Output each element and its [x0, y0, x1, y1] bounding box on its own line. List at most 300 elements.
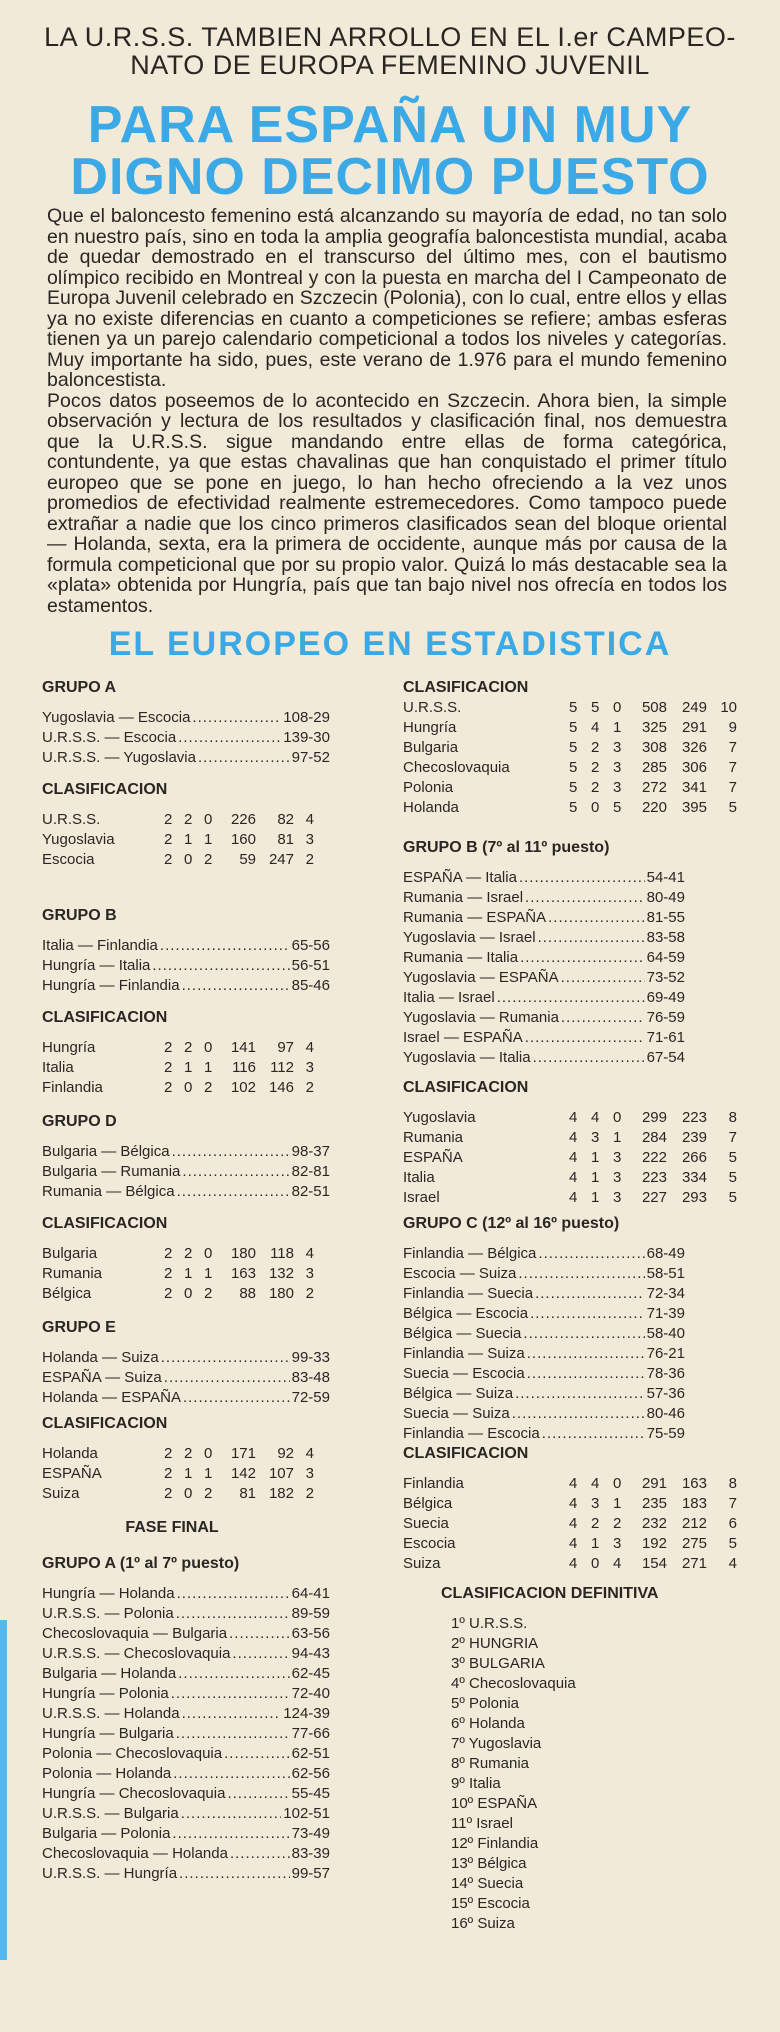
points-against: 271 — [681, 1555, 707, 1572]
result-row — [42, 1624, 330, 1644]
match-score: 83-58 — [646, 929, 685, 946]
points-against: 182 — [268, 1485, 294, 1502]
match-teams: U.R.S.S. — Polonia — [42, 1605, 174, 1622]
played: 4 — [569, 1149, 578, 1166]
spacer — [42, 1304, 372, 1318]
result-row — [42, 1824, 330, 1844]
team-name: Escocia — [42, 851, 95, 868]
points-for: 171 — [230, 1445, 256, 1462]
points-against: 146 — [268, 1079, 294, 1096]
spacer — [42, 768, 372, 780]
result-row — [403, 1244, 685, 1264]
spacer — [42, 1538, 372, 1554]
lost: 1 — [204, 1465, 213, 1482]
won: 0 — [591, 799, 600, 816]
match-teams: U.R.S.S. — Holanda — [42, 1705, 180, 1722]
result-row — [403, 1404, 685, 1424]
points-against: 249 — [681, 699, 707, 716]
final-ranking-item: 11º Israel — [451, 1815, 513, 1832]
standings-row — [42, 1484, 372, 1504]
dot-leader — [227, 1784, 289, 1804]
points-against: 334 — [681, 1169, 707, 1186]
played: 4 — [569, 1535, 578, 1552]
match-score: 72-59 — [291, 1389, 330, 1406]
match-teams: Finlandia — Escocia — [403, 1425, 540, 1442]
lost: 3 — [613, 739, 622, 756]
dot-leader — [160, 936, 290, 956]
match-score: 94-43 — [291, 1645, 330, 1662]
team-name: Bélgica — [403, 1495, 453, 1512]
standings-row — [42, 1078, 372, 1098]
spacer — [42, 1132, 372, 1142]
match-score: 58-40 — [646, 1325, 685, 1342]
match-score: 108-29 — [283, 709, 330, 726]
won: 0 — [184, 851, 193, 868]
result-row — [403, 988, 685, 1008]
points-against: 163 — [681, 1475, 707, 1492]
match-teams: Yugoslavia — Israel — [403, 929, 536, 946]
result-row — [42, 1162, 330, 1182]
points-for: 223 — [641, 1169, 667, 1186]
clasificacion-heading: CLASIFICACION — [403, 1445, 529, 1462]
grupo-c-12-16-heading: GRUPO C (12º al 16º puesto) — [403, 1215, 620, 1232]
won: 2 — [591, 759, 600, 776]
won: 1 — [184, 1465, 193, 1482]
lost: 3 — [613, 1149, 622, 1166]
standings-row — [403, 798, 743, 818]
fase-final-heading: FASE FINAL — [125, 1519, 219, 1536]
match-score: 64-59 — [646, 949, 685, 966]
match-teams: U.R.S.S. — Yugoslavia — [42, 749, 196, 766]
result-row — [42, 748, 330, 768]
match-teams: Bulgaria — Bélgica — [42, 1143, 170, 1160]
match-score: 68-49 — [646, 1245, 685, 1262]
grupo-b-heading: GRUPO B — [42, 907, 117, 924]
points-against: 266 — [681, 1149, 707, 1166]
team-name: Checoslovaquia — [403, 759, 510, 776]
dot-leader — [515, 1384, 645, 1404]
match-teams: Finlandia — Suiza — [403, 1345, 525, 1362]
match-score: 73-49 — [291, 1825, 330, 1842]
team-name: Italia — [403, 1169, 435, 1186]
final-ranking-item: 16º Suiza — [451, 1915, 515, 1932]
result-row — [42, 1804, 330, 1824]
result-row — [42, 728, 330, 748]
result-row — [403, 1028, 685, 1048]
points: 7 — [728, 779, 737, 796]
standings-row — [42, 810, 372, 830]
won: 4 — [591, 719, 600, 736]
team-name: Israel — [403, 1189, 440, 1206]
final-ranking-item: 4º Checoslovaquia — [451, 1675, 576, 1692]
match-score: 71-61 — [646, 1029, 685, 1046]
standings-row — [403, 1534, 743, 1554]
match-score: 62-45 — [291, 1665, 330, 1682]
match-score: 82-81 — [291, 1163, 330, 1180]
right-column — [403, 678, 743, 1934]
match-teams: Holanda — ESPAÑA — [42, 1389, 181, 1406]
lost: 2 — [204, 851, 213, 868]
lost: 0 — [204, 1445, 213, 1462]
match-score: 63-56 — [291, 1625, 330, 1642]
won: 1 — [591, 1535, 600, 1552]
match-teams: U.R.S.S. — Bulgaria — [42, 1805, 179, 1822]
spacer — [42, 1434, 372, 1444]
dot-leader — [177, 1584, 290, 1604]
match-score: 72-34 — [646, 1285, 685, 1302]
match-score: 78-36 — [646, 1365, 685, 1382]
dot-leader — [538, 928, 645, 948]
won: 0 — [184, 1079, 193, 1096]
match-score: 83-39 — [291, 1845, 330, 1862]
points-against: 239 — [681, 1129, 707, 1146]
lost: 2 — [613, 1515, 622, 1532]
dot-leader — [178, 728, 281, 748]
dot-leader — [518, 1264, 644, 1284]
match-teams: Bélgica — Suecia — [403, 1325, 522, 1342]
match-score: 62-51 — [291, 1745, 330, 1762]
final-clasificacion-heading: CLASIFICACION — [403, 679, 529, 696]
played: 5 — [569, 799, 578, 816]
standings-row — [403, 1474, 743, 1494]
points-for: 116 — [232, 1059, 256, 1076]
lost: 3 — [613, 1189, 622, 1206]
clasificacion-heading: CLASIFICACION — [403, 1079, 529, 1096]
final-ranking-item: 2º HUNGRIA — [451, 1635, 539, 1652]
result-row — [42, 1704, 330, 1724]
team-name: Holanda — [42, 1445, 98, 1462]
dot-leader — [512, 1404, 645, 1424]
match-teams: Hungría — Checoslovaquia — [42, 1785, 226, 1802]
match-score: 67-54 — [646, 1049, 685, 1066]
points-against: 326 — [681, 739, 707, 756]
dot-leader — [171, 1684, 290, 1704]
points-for: 291 — [641, 1475, 667, 1492]
won: 2 — [184, 1039, 193, 1056]
match-score: 57-36 — [646, 1385, 685, 1402]
result-row — [42, 1724, 330, 1744]
points-for: 88 — [239, 1285, 256, 1302]
final-ranking-item: 5º Polonia — [451, 1695, 520, 1712]
played: 2 — [164, 1079, 173, 1096]
result-row — [42, 1844, 330, 1864]
result-row — [403, 1344, 685, 1364]
match-score: 77-66 — [291, 1725, 330, 1742]
match-teams: ESPAÑA — Italia — [403, 869, 517, 886]
result-row — [403, 968, 685, 988]
match-teams: Italia — Finlandia — [42, 937, 158, 954]
final-ranking-item: 6º Holanda — [451, 1715, 525, 1732]
points: 5 — [728, 1535, 737, 1552]
points-against: 212 — [681, 1515, 707, 1532]
grupo-a-heading: GRUPO A — [42, 679, 117, 696]
intro-paragraph-2: Pocos datos poseemos de lo acontecido en Szczecin. Ahora bien, la simple observación y lectura de los resultados y clasificación final, nos demuestra que la U.R.S.S. sigue mandando entre ellas de forma categórica, contundente, ya que estas chavalinas que han conquistado el primer título europeo que se pone en juego, lo han hecho ofreciendo a la vez unos promedios de efectividad realmente estremecedores. Como tampoco puede extrañar a nadie que los cinco primeros clasificados sean del bloque oriental — Holanda, sexta, era la primera de occidente, aunque más por causa de la formula competicional que por su propio valor. Quizá lo más destacable sea la «plata» obtenida por Hungría, país que tan bajo nivel nos ofrecía en todos los estamentos. — [47, 389, 727, 617]
team-name: Finlandia — [403, 1475, 464, 1492]
spacer — [42, 1098, 372, 1112]
won: 1 — [591, 1149, 600, 1166]
standings-row — [42, 1464, 372, 1484]
dot-leader — [178, 1664, 289, 1684]
match-score: 80-49 — [646, 889, 685, 906]
points-for: 222 — [641, 1149, 667, 1166]
won: 2 — [184, 1245, 193, 1262]
match-score: 75-59 — [646, 1425, 685, 1442]
team-name: Suiza — [403, 1555, 441, 1572]
grupo-d-heading: GRUPO D — [42, 1113, 117, 1130]
result-row — [403, 1424, 685, 1444]
won: 0 — [184, 1485, 193, 1502]
played: 2 — [164, 1265, 173, 1282]
result-row — [403, 1008, 685, 1028]
dot-leader — [161, 1348, 290, 1368]
played: 5 — [569, 759, 578, 776]
match-teams: Hungría — Bulgaria — [42, 1725, 174, 1742]
points-against: 97 — [277, 1039, 294, 1056]
won: 3 — [591, 1495, 600, 1512]
points: 8 — [728, 1475, 737, 1492]
points-for: 226 — [230, 811, 256, 828]
lost: 4 — [613, 1555, 622, 1572]
dot-leader — [179, 1864, 290, 1884]
dot-leader — [533, 1048, 645, 1068]
standings-row — [42, 1444, 372, 1464]
won: 2 — [184, 1445, 193, 1462]
match-score: 72-40 — [291, 1685, 330, 1702]
header-line-1: LA U.R.S.S. TAMBIEN ARROLLO EN EL I.er CAMPEO- — [44, 22, 736, 52]
points: 7 — [728, 739, 737, 756]
match-teams: ESPAÑA — Suiza — [42, 1369, 162, 1386]
header-line-2: NATO DE EUROPA FEMENINO JUVENIL — [130, 50, 650, 80]
grupo-b-7-11-heading: GRUPO B (7º al 11º puesto) — [403, 839, 610, 856]
played: 5 — [569, 719, 578, 736]
dot-leader — [232, 1644, 289, 1664]
won: 2 — [591, 1515, 600, 1532]
match-score: 83-48 — [291, 1369, 330, 1386]
standings-row — [403, 1514, 743, 1534]
final-ranking-item: 10º ESPAÑA — [451, 1795, 538, 1812]
played: 4 — [569, 1475, 578, 1492]
points-against: 291 — [681, 719, 707, 736]
points: 5 — [728, 1169, 737, 1186]
match-score: 76-59 — [646, 1009, 685, 1026]
spacer — [42, 1234, 372, 1244]
standings-row — [403, 1494, 743, 1514]
match-teams: Polonia — Holanda — [42, 1765, 172, 1782]
points-against: 180 — [268, 1285, 294, 1302]
played: 2 — [164, 1285, 173, 1302]
spacer — [42, 698, 372, 708]
standings-row — [403, 1148, 743, 1168]
match-teams: Yugoslavia — Rumania — [403, 1009, 559, 1026]
points-for: 220 — [641, 799, 667, 816]
result-row — [403, 868, 685, 888]
match-teams: Rumania — Bélgica — [42, 1183, 175, 1200]
points-against: 247 — [268, 851, 294, 868]
points-against: 275 — [681, 1535, 707, 1552]
played: 2 — [164, 1465, 173, 1482]
lost: 5 — [613, 799, 622, 816]
points: 3 — [305, 1265, 314, 1282]
points-for: 154 — [641, 1555, 667, 1572]
dot-leader — [520, 948, 645, 968]
dot-leader — [548, 908, 645, 928]
result-row — [403, 1364, 685, 1384]
played: 2 — [164, 1039, 173, 1056]
match-teams: Holanda — Suiza — [42, 1349, 159, 1366]
points-against: 395 — [681, 799, 707, 816]
result-row — [42, 976, 330, 996]
points-against: 132 — [268, 1265, 294, 1282]
grupo-e-heading: GRUPO E — [42, 1319, 116, 1336]
lost: 1 — [204, 831, 213, 848]
won: 1 — [184, 831, 193, 848]
dot-leader — [164, 1368, 290, 1388]
team-name: Rumania — [42, 1265, 103, 1282]
points-for: 325 — [641, 719, 667, 736]
match-teams: Finlandia — Bélgica — [403, 1245, 537, 1262]
result-row — [403, 948, 685, 968]
result-row — [42, 1644, 330, 1664]
match-teams: U.R.S.S. — Hungría — [42, 1865, 178, 1882]
dot-leader — [192, 708, 281, 728]
dot-leader — [182, 1704, 282, 1724]
match-teams: Yugoslavia — Escocia — [42, 709, 191, 726]
points: 4 — [305, 1445, 314, 1462]
dot-leader — [530, 1304, 645, 1324]
points: 4 — [305, 1245, 314, 1262]
played: 2 — [164, 1445, 173, 1462]
result-row — [42, 1864, 330, 1884]
points-for: 284 — [641, 1129, 667, 1146]
match-teams: Hungría — Italia — [42, 957, 151, 974]
spacer — [403, 1464, 743, 1474]
result-row — [42, 1604, 330, 1624]
points: 5 — [728, 1189, 737, 1206]
match-score: 58-51 — [646, 1265, 685, 1282]
match-teams: U.R.S.S. — Escocia — [42, 729, 177, 746]
points-against: 81 — [277, 831, 294, 848]
points-for: 163 — [230, 1265, 256, 1282]
spacer — [42, 870, 372, 906]
standings-row — [403, 778, 743, 798]
standings-row — [42, 1038, 372, 1058]
points: 10 — [720, 699, 737, 716]
points-against: 118 — [270, 1245, 294, 1262]
dot-leader — [542, 1424, 645, 1444]
final-ranking-item: 13º Bélgica — [451, 1855, 527, 1872]
points-for: 299 — [641, 1109, 667, 1126]
points-for: 192 — [641, 1535, 667, 1552]
team-name: Rumania — [403, 1129, 464, 1146]
team-name: Suiza — [42, 1485, 80, 1502]
final-ranking-item: 12º Finlandia — [451, 1835, 539, 1852]
final-ranking-item: 7º Yugoslavia — [451, 1735, 542, 1752]
points: 3 — [305, 1465, 314, 1482]
points-for: 81 — [239, 1485, 256, 1502]
lost: 2 — [204, 1485, 213, 1502]
spacer — [42, 800, 372, 810]
points-for: 232 — [641, 1515, 667, 1532]
points: 3 — [305, 1059, 314, 1076]
lost: 3 — [613, 779, 622, 796]
played: 4 — [569, 1189, 578, 1206]
played: 5 — [569, 699, 578, 716]
match-score: 62-56 — [291, 1765, 330, 1782]
result-row — [42, 1182, 330, 1202]
lost: 0 — [613, 1475, 622, 1492]
points: 3 — [305, 831, 314, 848]
result-row — [42, 936, 330, 956]
points-against: 112 — [270, 1059, 294, 1076]
points-for: 235 — [641, 1495, 667, 1512]
match-score: 81-55 — [646, 909, 685, 926]
clasificacion-heading: CLASIFICACION — [42, 781, 168, 798]
standings-row — [42, 1058, 372, 1078]
title-line-2: DIGNO DECIMO PUESTO — [70, 148, 710, 206]
match-teams: Suecia — Escocia — [403, 1365, 525, 1382]
match-score: 124-39 — [283, 1705, 330, 1722]
points: 5 — [728, 799, 737, 816]
match-score: 80-46 — [646, 1405, 685, 1422]
points-against: 107 — [268, 1465, 294, 1482]
points: 7 — [728, 759, 737, 776]
points-for: 227 — [641, 1189, 667, 1206]
match-score: 139-30 — [283, 729, 330, 746]
dot-leader — [229, 1624, 290, 1644]
match-teams: Hungría — Finlandia — [42, 977, 180, 994]
team-name: Escocia — [403, 1535, 456, 1552]
lost: 3 — [613, 1169, 622, 1186]
dot-leader — [535, 1284, 645, 1304]
lost: 1 — [613, 1129, 622, 1146]
dot-leader — [527, 1344, 645, 1364]
match-score: 102-51 — [283, 1805, 330, 1822]
dot-leader — [182, 976, 290, 996]
result-row — [403, 1304, 685, 1324]
standings-row — [403, 738, 743, 758]
clasificacion-heading: CLASIFICACION — [42, 1215, 168, 1232]
result-row — [42, 1388, 330, 1408]
dot-leader — [177, 1182, 290, 1202]
spacer — [42, 1504, 372, 1518]
standings-row — [42, 1284, 372, 1304]
dot-leader — [173, 1764, 289, 1784]
dot-leader — [152, 956, 289, 976]
points: 2 — [305, 1285, 314, 1302]
won: 1 — [591, 1169, 600, 1186]
final-ranking-item: 9º Italia — [451, 1775, 501, 1792]
points-for: 160 — [230, 831, 256, 848]
points-against: 82 — [277, 811, 294, 828]
team-name: Polonia — [403, 779, 454, 796]
result-row — [403, 1324, 685, 1344]
points-against: 341 — [681, 779, 707, 796]
match-score: 55-45 — [291, 1785, 330, 1802]
team-name: Hungría — [42, 1039, 96, 1056]
dot-leader — [561, 968, 645, 988]
won: 5 — [591, 699, 600, 716]
match-teams: Yugoslavia — ESPAÑA — [403, 969, 559, 986]
spacer — [403, 1068, 743, 1078]
match-teams: U.R.S.S. — Checoslovaquia — [42, 1645, 231, 1662]
team-name: Suecia — [403, 1515, 449, 1532]
match-teams: Escocia — Suiza — [403, 1265, 517, 1282]
dot-leader — [182, 1162, 289, 1182]
team-name: Yugoslavia — [403, 1109, 476, 1126]
result-row — [42, 1764, 330, 1784]
standings-row — [42, 850, 372, 870]
won: 2 — [184, 811, 193, 828]
